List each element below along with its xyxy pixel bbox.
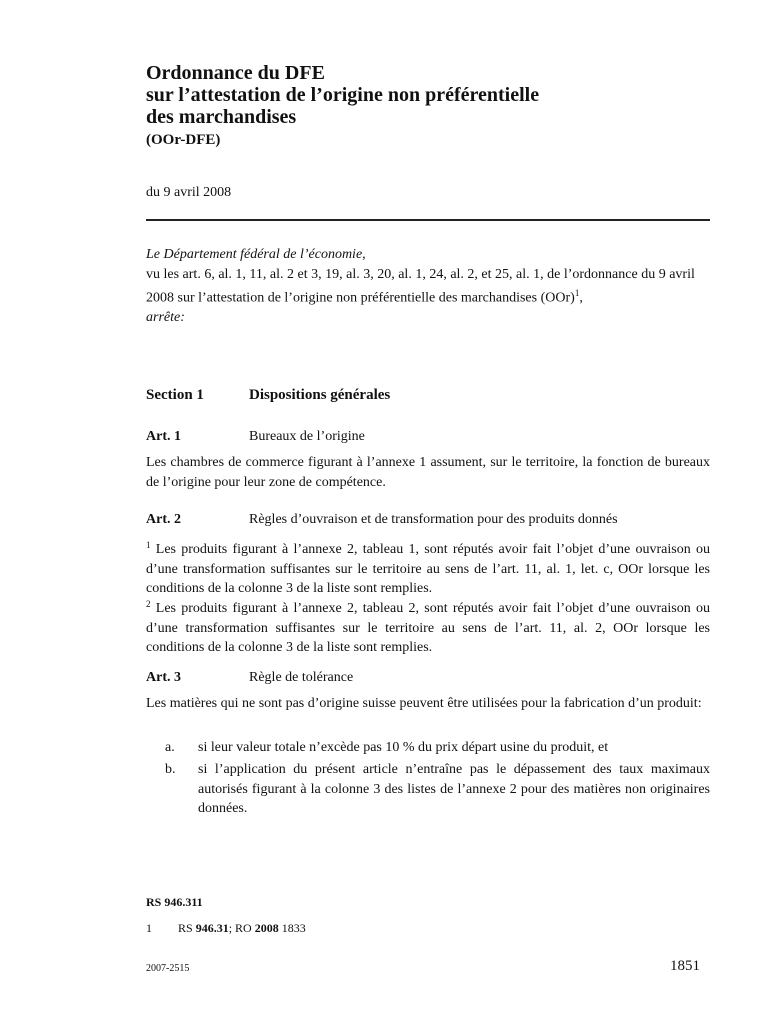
section-title: Dispositions générales <box>249 387 391 403</box>
footnote-ro-page: 1833 <box>281 921 306 935</box>
footnote-number: 1 <box>146 921 152 935</box>
preamble-basis-text: vu les art. 6, al. 1, 11, al. 2 et 3, 19, al. 3, 20, al. 1, 24, al. 2, et 25, al. 1, de l’ordonnance du 9 avril 2008 sur l’attestation de l’origine non préférentielle des marchandises (OOr) <box>146 266 695 306</box>
paragraph-text: Les produits figurant à l’annexe 2, tableau 1, sont réputés avoir fait l’objet d’une ouvraison ou d’une transformation suffisantes sur le territoire au sens de l’art. 11, al. 1, let. c, OOr lorsque les conditions de la colonne 3 de la liste sont remplies. <box>146 542 710 596</box>
preamble <box>146 245 710 328</box>
title-line-3: des marchandises <box>146 106 297 128</box>
list-marker: a. <box>165 740 175 755</box>
article-1-text: Les chambres de commerce figurant à l’annexe 1 assument, sur le territoire, la fonction de bureaux de l’origine pour leur zone de compétence. <box>146 455 710 490</box>
article-3-text: Les matières qui ne sont pas d’origine suisse peuvent être utilisées pour la fabrication d’un produit: <box>146 696 702 711</box>
article-1-title: Bureaux de l’origine <box>249 429 365 444</box>
paragraph-number: 2 <box>146 599 151 609</box>
article-2-paragraph-2 <box>146 595 710 658</box>
list-item-text: si leur valeur totale n’excède pas 10 % du prix départ usine du produit, et <box>198 740 609 755</box>
document-abbreviation: (OOr-DFE) <box>146 132 221 148</box>
header-divider <box>146 219 710 221</box>
article-2-number: Art. 2 <box>146 512 181 527</box>
footnote-separator: ; RO <box>228 921 252 935</box>
footnote-rs-number: 946.31 <box>195 921 229 935</box>
preamble-decrees: arrête: <box>146 310 185 326</box>
title-line-1: Ordonnance du DFE <box>146 62 325 84</box>
rs-number: RS 946.311 <box>146 895 203 909</box>
document-title <box>146 62 706 128</box>
article-3-item-a <box>146 738 710 758</box>
preamble-authority: Le Département fédéral de l’économie, <box>146 247 366 262</box>
list-marker: b. <box>165 762 176 777</box>
article-2-paragraph-1 <box>146 536 710 599</box>
document-date: du 9 avril 2008 <box>146 185 232 200</box>
paragraph-number: 1 <box>146 540 151 550</box>
page-number: 1851 <box>670 958 700 974</box>
article-3-number: Art. 3 <box>146 670 181 685</box>
list-item-text: si l’application du présent article n’entraîne pas le dépassement des taux maximaux autorisés figurant à la colonne 3 des listes de l’annexe 2 pour des matières non originaires données. <box>198 762 710 816</box>
article-3-title: Règle de tolérance <box>249 670 354 685</box>
footnote-ref-1: 1 <box>574 288 580 298</box>
footnote-rs-label: RS <box>178 921 193 935</box>
article-2-title: Règles d’ouvraison et de transformation pour des produits donnés <box>249 512 618 527</box>
article-3-heading <box>146 670 710 686</box>
preamble-basis <box>146 265 710 309</box>
section-number: Section 1 <box>146 387 204 403</box>
preamble-basis-end: , <box>579 290 583 306</box>
article-1-heading <box>146 429 710 445</box>
article-2-heading <box>146 512 710 528</box>
footnote-ro-year: 2008 <box>254 921 279 935</box>
title-line-2: sur l’attestation de l’origine non préférentielle <box>146 84 540 106</box>
section-heading <box>146 387 390 404</box>
paragraph-text: Les produits figurant à l’annexe 2, tableau 2, sont réputés avoir fait l’objet d’une ouvraison ou d’une transformation suffisantes sur le territoire au sens de l’art. 11, al. 2, OOr lorsque les conditions de la colonne 3 de la liste sont remplies. <box>146 601 710 655</box>
article-3-item-b <box>146 760 710 819</box>
footnote-1 <box>146 921 306 936</box>
article-1-number: Art. 1 <box>146 429 181 444</box>
document-id: 2007-2515 <box>146 963 190 974</box>
